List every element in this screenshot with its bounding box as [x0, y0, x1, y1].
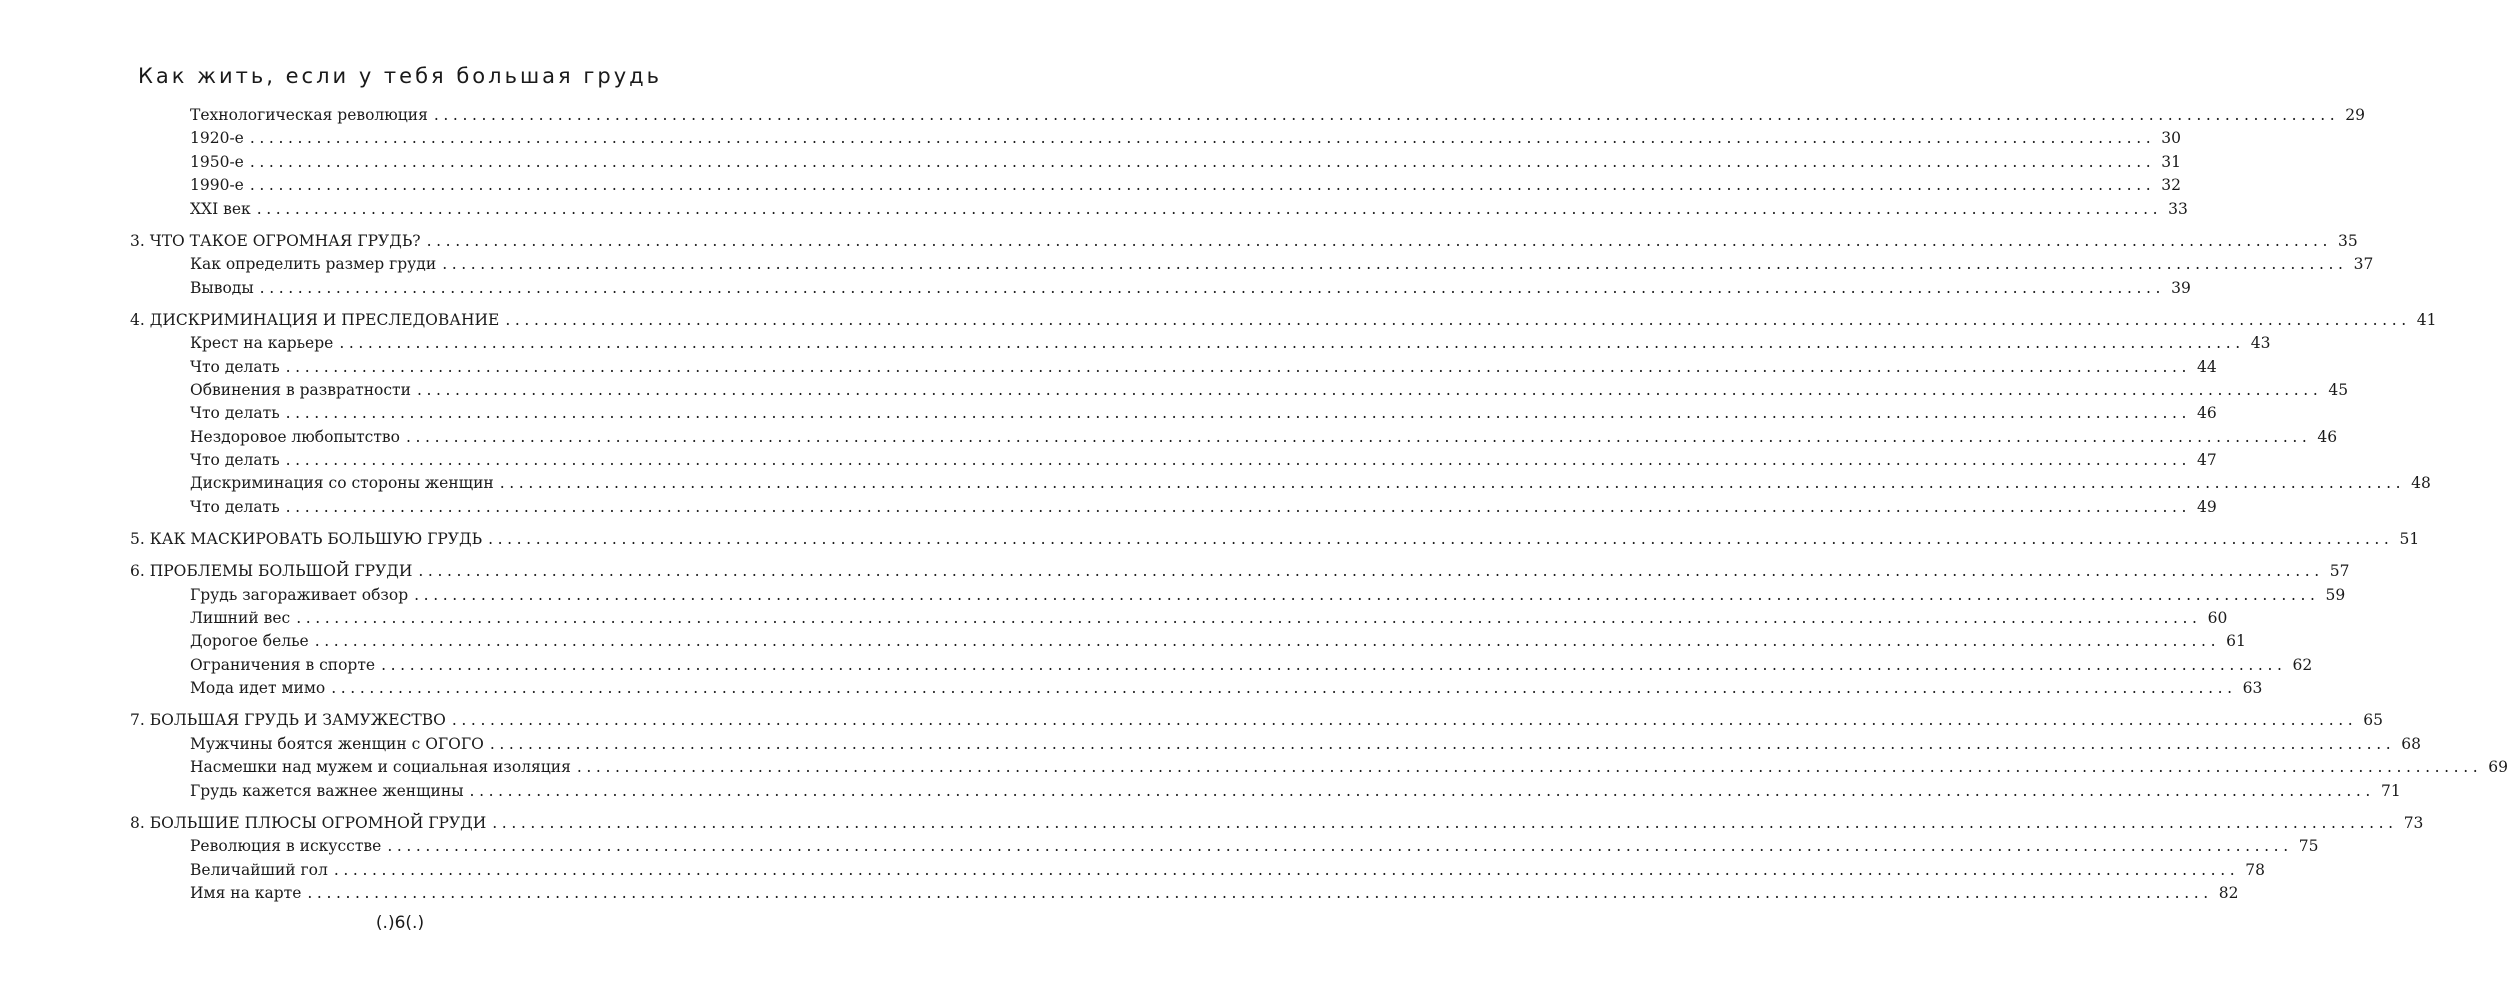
toc-section-entry	[130, 127, 2181, 150]
toc-entry-page: 75	[2298, 837, 2319, 856]
toc-entry-title: Революция в искусстве	[190, 837, 382, 856]
toc-section-entry	[130, 496, 2217, 519]
toc-section-entry	[130, 253, 2374, 276]
toc-entry-page: 46	[2317, 427, 2338, 446]
toc-entry-title: 7. БОЛЬШАЯ ГРУДЬ И ЗАМУЖЕСТВО	[130, 711, 446, 730]
toc-entry-page: 51	[2399, 530, 2420, 549]
toc-entry-title: Дискриминация со стороны женщин	[190, 474, 494, 493]
toc-entry-page: 33	[2168, 199, 2188, 218]
toc-entry-page: 68	[2401, 734, 2421, 753]
toc-section-entry	[130, 630, 2246, 653]
dot-leader: ........................................................................................................................................................................................................	[296, 609, 2202, 627]
toc-entry-page: 35	[2338, 231, 2358, 250]
dot-leader: ........................................................................................................................................................................................................	[285, 357, 2192, 376]
dot-leader: ........................................................................................................................................................................................................	[387, 837, 2293, 856]
dot-leader: ........................................................................................................................................................................................................	[339, 334, 2245, 353]
toc-entry-page: 37	[2353, 255, 2374, 274]
dot-leader: ........................................................................................................................................................................................................	[331, 679, 2237, 698]
toc-chapter-entry	[130, 709, 2384, 732]
toc-entry-page: 63	[2242, 679, 2263, 698]
toc-entry-page: 46	[2197, 404, 2217, 423]
dot-leader: ........................................................................................................................................................................................................	[499, 474, 2406, 493]
toc-entry-title: Что делать	[190, 404, 280, 423]
dot-leader: ........................................................................................................................................................................................................	[426, 231, 2333, 250]
toc-entry-title: 1950-е	[190, 152, 244, 171]
toc-entry-page: 57	[2329, 562, 2350, 581]
toc-chapter-entry	[130, 528, 2420, 551]
toc-entry-title: Обвинения в развратности	[190, 380, 411, 399]
toc-section-entry	[130, 835, 2319, 858]
toc-section-entry	[130, 402, 2217, 425]
dot-leader: ........................................................................................................................................................................................................	[418, 562, 2324, 581]
dot-leader: ........................................................................................................................................................................................................	[414, 585, 2320, 604]
dot-leader: ........................................................................................................................................................................................................	[416, 380, 2323, 399]
toc-section-entry	[130, 677, 2263, 700]
toc-section-entry	[130, 733, 2421, 756]
toc-section-entry	[130, 607, 2228, 630]
toc-entry-title: Что делать	[190, 497, 280, 516]
toc-entry-title: Крест на карьере	[190, 334, 334, 353]
toc-entry-title: 5. КАК МАСКИРОВАТЬ БОЛЬШУЮ ГРУДЬ	[130, 530, 483, 549]
dot-leader: ........................................................................................................................................................................................................	[381, 655, 2287, 674]
toc-entry-page: 48	[2411, 474, 2431, 493]
toc-entry-page: 41	[2416, 310, 2437, 329]
toc-section-entry	[130, 449, 2217, 472]
toc-entry-page: 73	[2403, 813, 2424, 832]
toc-chapter-entry	[130, 560, 2350, 583]
dot-leader: ........................................................................................................................................................................................................	[576, 758, 2483, 777]
dot-leader: ........................................................................................................................................................................................................	[442, 255, 2348, 274]
toc-section-entry	[130, 472, 2431, 495]
toc-section-entry	[130, 174, 2181, 197]
toc-entry-title: Технологическая революция	[190, 106, 428, 124]
toc-entry-title: Лишний вес	[190, 609, 291, 627]
toc-section-entry	[130, 104, 2365, 127]
toc-entry-title: 3. ЧТО ТАКОЕ ОГРОМНАЯ ГРУДЬ?	[130, 231, 421, 250]
toc-entry-page: 44	[2197, 357, 2217, 376]
dot-leader: ........................................................................................................................................................................................................	[433, 106, 2340, 124]
dot-leader: ........................................................................................................................................................................................................	[249, 176, 2156, 195]
toc-chapter-entry	[130, 230, 2358, 253]
toc-entry-page: 65	[2363, 711, 2384, 730]
toc-entry-title: XXI век	[190, 199, 251, 218]
toc-entry-title: Мода идет мимо	[190, 679, 326, 698]
dot-leader: ........................................................................................................................................................................................................	[451, 711, 2358, 730]
toc-section-entry	[130, 332, 2271, 355]
toc-entry-page: 71	[2380, 781, 2401, 800]
dot-leader: ........................................................................................................................................................................................................	[488, 530, 2394, 549]
dot-leader: ........................................................................................................................................................................................................	[249, 129, 2156, 148]
page-number: (.)6(.)	[375, 913, 425, 933]
toc-entry-title: Насмешки над мужем и социальная изоляция	[190, 758, 571, 777]
dot-leader: ........................................................................................................................................................................................................	[505, 310, 2411, 329]
toc-entry-title: Дорогое белье	[190, 632, 309, 651]
dot-leader: ........................................................................................................................................................................................................	[249, 152, 2156, 171]
dot-leader: ........................................................................................................................................................................................................	[307, 883, 2213, 902]
toc-entry-title: Имя на карте	[190, 883, 302, 902]
toc-section-entry	[130, 584, 2346, 607]
toc-entry-title: 4. ДИСКРИМИНАЦИЯ И ПРЕСЛЕДОВАНИЕ	[130, 310, 500, 329]
dot-leader: ........................................................................................................................................................................................................	[256, 199, 2163, 218]
toc-entry-page: 47	[2197, 451, 2217, 470]
toc-section-entry	[130, 756, 2508, 779]
toc-entry-page: 31	[2161, 152, 2181, 171]
toc-section-entry	[130, 356, 2217, 379]
toc-entry-page: 43	[2250, 334, 2271, 353]
toc-section-entry	[130, 859, 2265, 882]
toc-section-entry	[130, 379, 2349, 402]
running-header: Как жить, если у тебя большая грудь	[137, 64, 663, 88]
toc-entry-page: 45	[2328, 380, 2349, 399]
toc-section-entry	[130, 426, 2338, 449]
toc-entry-page: 49	[2197, 497, 2217, 516]
toc-entry-page: 30	[2161, 129, 2181, 148]
dot-leader: ........................................................................................................................................................................................................	[285, 404, 2192, 423]
toc-section-entry	[130, 198, 2188, 221]
toc-entry-title: 1990-е	[190, 176, 244, 195]
toc-entry-title: Грудь загораживает обзор	[190, 585, 409, 604]
toc-entry-title: 1920-е	[190, 129, 244, 148]
toc-chapter-entry	[130, 309, 2437, 332]
toc-chapter-entry	[130, 812, 2424, 835]
dot-leader: ........................................................................................................................................................................................................	[259, 278, 2166, 297]
toc-entry-title: Нездоровое любопытство	[190, 427, 400, 446]
toc-entry-page: 39	[2171, 278, 2191, 297]
toc-entry-page: 78	[2245, 860, 2265, 879]
dot-leader: ........................................................................................................................................................................................................	[285, 451, 2192, 470]
toc-section-entry	[130, 780, 2401, 803]
dot-leader: ........................................................................................................................................................................................................	[489, 734, 2396, 753]
dot-leader: ........................................................................................................................................................................................................	[285, 497, 2192, 516]
dot-leader: ........................................................................................................................................................................................................	[333, 860, 2240, 879]
toc-entry-page: 62	[2292, 655, 2313, 674]
toc-section-entry	[130, 151, 2181, 174]
toc-entry-title: 8. БОЛЬШИЕ ПЛЮСЫ ОГРОМНОЙ ГРУДИ	[130, 813, 487, 832]
toc-entry-title: Мужчины боятся женщин с ОГОГО	[190, 734, 484, 753]
toc-entry-title: Величайший гол	[190, 860, 328, 879]
toc-entry-title: Что делать	[190, 357, 280, 376]
toc-entry-page: 82	[2218, 883, 2239, 902]
toc-entry-title: Грудь кажется важнее женщины	[190, 781, 464, 800]
table-of-contents	[130, 104, 2508, 905]
toc-section-entry	[130, 654, 2313, 677]
toc-entry-title: Выводы	[190, 278, 254, 297]
toc-entry-title: Как определить размер груди	[190, 255, 437, 274]
toc-entry-title: 6. ПРОБЛЕМЫ БОЛЬШОЙ ГРУДИ	[130, 562, 413, 581]
dot-leader: ........................................................................................................................................................................................................	[469, 781, 2375, 800]
toc-entry-page: 69	[2488, 758, 2508, 777]
toc-entry-title: Ограничения в спорте	[190, 655, 376, 674]
dot-leader: ........................................................................................................................................................................................................	[314, 632, 2221, 651]
toc-entry-page: 32	[2161, 176, 2181, 195]
dot-leader: ........................................................................................................................................................................................................	[492, 813, 2398, 832]
toc-entry-page: 59	[2325, 585, 2346, 604]
toc-section-entry	[130, 882, 2239, 905]
toc-entry-page: 61	[2226, 632, 2246, 651]
dot-leader: ........................................................................................................................................................................................................	[406, 427, 2312, 446]
toc-entry-page: 29	[2345, 106, 2365, 124]
toc-section-entry	[130, 277, 2191, 300]
toc-entry-page: 60	[2207, 609, 2228, 627]
toc-entry-title: Что делать	[190, 451, 280, 470]
